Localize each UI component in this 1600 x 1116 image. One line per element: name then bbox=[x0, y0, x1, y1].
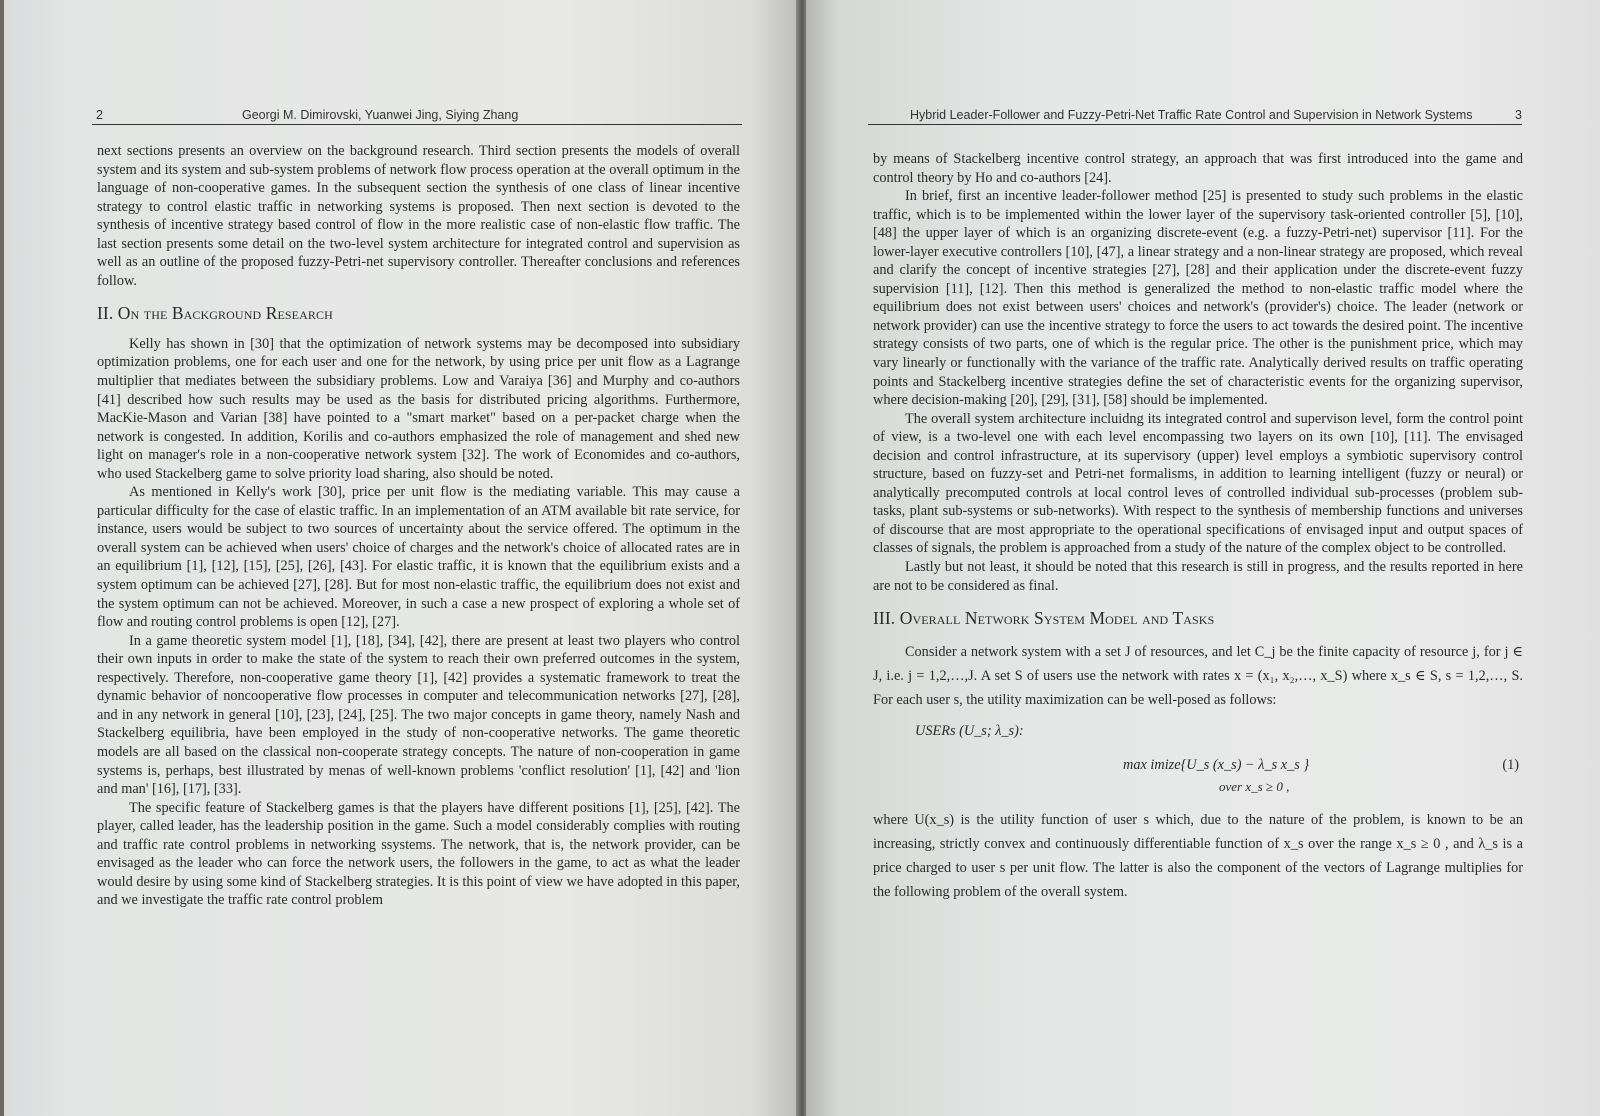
section-heading-background: II. On the Background Research bbox=[97, 303, 333, 324]
paragraph: Lastly but not least, it should be noted that this research is still in progress, and the results reported in here are not to be considered as final. bbox=[873, 559, 1523, 594]
left-page-number: 2 bbox=[96, 108, 103, 122]
users-problem-label: USERs (U_s; λ_s): bbox=[915, 722, 1024, 739]
intro-paragraph: next sections presents an overview on the background research. Third section presents the models of overall system and its system and sub-system problems of network flow process operation at the overall optimum in the language of non-cooperative games. In the subsequent section the synthesis of one class of linear incentive strategy to control elastic traffic in networking systems is proposed. Then next section is devoted to the synthesis of incentive strategy based control of flow in the more realistic case of non-elastic flow traffic. The last section presents some detail on the two-level system architecture for integrated control and supervision as well as an outline of the proposed fuzzy-Petri-net supervisory controller. Thereafter conclusions and references follow. bbox=[97, 143, 740, 289]
paragraph: In brief, first an incentive leader-follower method [25] is presented to study such problems in the elastic traffic, which is to be implemented within the lower layer of the supervisory task-oriented controller [5], [10], [48] the upper layer of which is an organizing discrete-event (e.g. a fuzzy-Petri-net) supervisor [11]. For the lower-layer executive controllers [10], [47], a linear strategy and a non-linear strategy are proposed, which reveal and clarify the concept of incentive strategies [27], [28] and their application under the discrete-event fuzzy supervision [11], [12]. Then this method is generalized the method to non-elastic traffic model where the equilibrium does not exist between users' choices and network's (provider's) choice. The leader (network or network provider) can use the incentive strategy to force the users to act towards the desired point. The incentive strategy consists of two parts, one of which is the regular price. The other is the punishment price, which may vary linearly or functionally with the variance of the traffic rate. Analytically derived results on traffic operating points and Stackelberg incentive strategies define the set of characteristic events for the organizing supervisor, where decision-making [20], [29], [31], [58] should be implemented. bbox=[873, 188, 1523, 409]
left-page-header bbox=[92, 104, 742, 125]
closing-paragraph: where U(x_s) is the utility function of user s which, due to the nature of the problem, is known to be an increasing, strictly convex and continuously differentiable function of x_s over the range x_s ≥ 0 , and λ_s is a price charged to user s per unit flow. The latter is also the component of the vectors of Lagrange multiplies for the following problem of the overall system. bbox=[873, 812, 1523, 901]
right-page bbox=[806, 0, 1600, 1116]
left-text-column bbox=[97, 142, 740, 910]
paragraph: Kelly has shown in [30] that the optimization of network systems may be decomposed into subsidiary optimization problems, one for each user and one for the network, by using price per unit flow as a Lagrange multiplier that mediates between the subsidiary problems. Low and Varaiya [36] and Murphy and co-authors [41] described how such results may be used as the basis for distributed pricing algorithms. Furthermore, MacKie-Mason and Varian [38] have pointed to a "smart market" based on a per-packet charge when the network is congested. In addition, Korilis and co-authors emphasized the role of management and shed new light on manager's role in a non-cooperative network system [32]. The work of Economides and co-authors, who used Stackelberg game to solve priority load sharing, also should be noted. bbox=[97, 335, 740, 482]
paragraph: The overall system architecture incluidng its integrated control and supervison level, form the control point of view, is a two-level one with each level encompassing two layers on its own [10], [11]. The envisaged decision and control infrastructure, at its supervisory (upper) level employs a symbiotic supervisory control structure, based on fuzzy-set and Petri-net formalisms, in addition to learning intelligent (fuzzy or neural) or analytically precomputed controls at local control leves of controlled individual sub-processes (problem sub-tasks, plant sub-systems or sub-networks). With respect to the synthesis of membership functions and universes of discourse that are most appropriate to the operational specifications of envisaged input and output spaces of classes of signals, the problem is approached from a study of the nature of the complex object to be controlled. bbox=[873, 410, 1523, 557]
right-page-number: 3 bbox=[1515, 108, 1522, 122]
left-running-head: Georgi M. Dimirovski, Yuanwei Jing, Siying Zhang bbox=[242, 108, 519, 122]
paragraph: The specific feature of Stackelberg games is that the players have different positions [1], [25], [42]. The player, called leader, has the leadership position in the game. Such a model considerably complies with routing and traffic rate control problems in networking ssystems. The network, that is, the network provider, can be envisaged as the leader who can force the network users, the followers in the game, to act as what the leader would desire by using some kind of Stackelberg strategies. It is this point of view we have adopted in this paper, and we investigate the traffic rate control problem bbox=[97, 799, 740, 909]
model-paragraph: Consider a network system with a set J of resources, and let C_j be the finite capacity of resource j, for j ∈ J, i.e. j = 1,2,…,J. A set S of users use the network with rates x = (x₁, x₂,…, x_S) where x_s ∈ S, s = 1,2,…, S. For each user s, the utility maximization can be well-posed as follows: bbox=[873, 643, 1523, 708]
paragraph: As mentioned in Kelly's work [30], price per unit flow is the mediating variable. This may cause a particular difficulty for the case of elastic traffic. In an implementation of an ATM available bit rate service, for instance, users would be subject to two sources of uncertainty about the service offered. The optimum in the overall system can be achieved when users' choice of charges and the network's choice of allocated rates are in an equilibrium [1], [12], [15], [25], [26], [43]. For elastic traffic, it is known that the equilibrium exists and a system optimum can be achieved [27], [28]. But for most non-elastic traffic, the equilibrium does not exist and the system optimum can not be achieved. Moreover, in such a case a new prospect of exploring a whole set of flow and routing control problems is open [12], [27]. bbox=[97, 484, 740, 631]
right-page-header bbox=[868, 104, 1522, 125]
paragraph: In a game theoretic system model [1], [18], [34], [42], there are present at least two players who control their own inputs in order to make the state of the system to reach their own preferred outcomes in the system, respectively. Therefore, non-cooperative game theory [1], [42] provides a systematic framework to treat the dynamic behavior of noncooperative flow processes in computer and telecommunication networks [27], [28], and in any network in general [10], [23], [24], [25]. The two major concepts in game theory, namely Nash and Stackelberg equilibria, have been employed in the study of non-cooperative networks. The game theoretic models are all based on the classical non-cooperate strategy concepts. The nature of non-cooperation in game systems is, perhaps, best illustrated by menas of well-known problems 'conflict resolution' [1], [42] and 'lion and man' [16], [17], [33]. bbox=[97, 632, 740, 798]
equation-number: (1) bbox=[1502, 757, 1519, 774]
equation-1 bbox=[873, 750, 1523, 800]
equation-main: max imize{U_s (x_s) − λ_s x_s } bbox=[1123, 757, 1310, 774]
lead-paragraph: by means of Stackelberg incentive control strategy, an approach that was first introduced into the game and control theory by Ho and co-authors [24]. bbox=[873, 151, 1523, 186]
left-page bbox=[4, 0, 800, 1116]
right-running-head: Hybrid Leader-Follower and Fuzzy-Petri-Net Traffic Rate Control and Supervision in Network Systems bbox=[910, 108, 1473, 122]
equation-constraint: over x_s ≥ 0 , bbox=[1219, 779, 1290, 795]
section-heading-model: III. Overall Network System Model and Tasks bbox=[873, 608, 1215, 629]
right-text-column bbox=[873, 150, 1523, 904]
